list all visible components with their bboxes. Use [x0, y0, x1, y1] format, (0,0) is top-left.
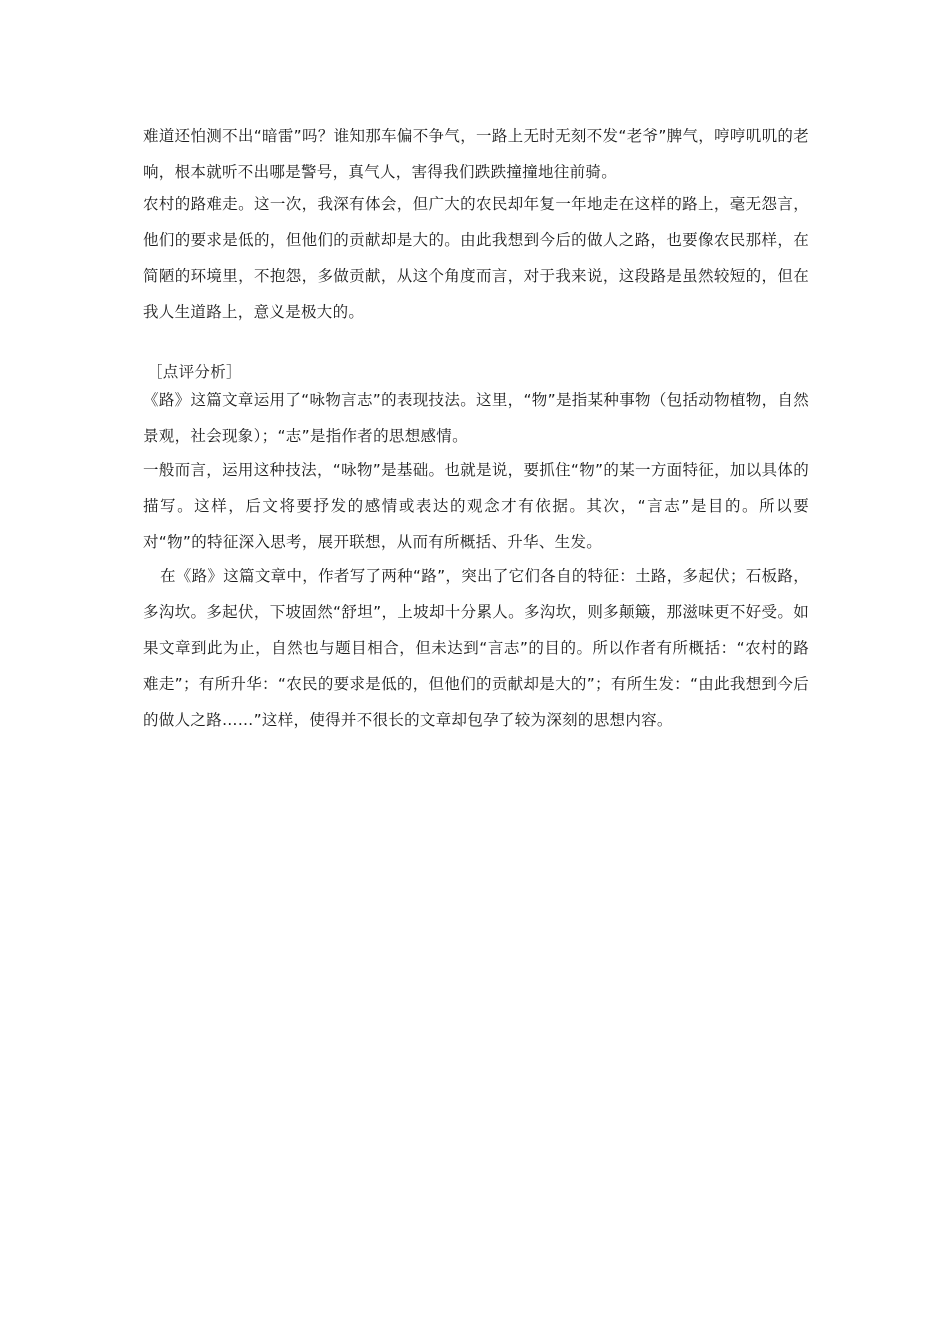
document-body — [143, 118, 809, 738]
analysis-heading: ［点评分析］ — [147, 363, 242, 381]
paragraph-analysis-basis: 一般而言，运用这种技法，“咏物”是基础。也就是说，要抓住“物”的某一方面特征，加以具体的描写。这样，后文将要抒发的感情或表达的观念才有依据。其次，“言志”是目的。所以要对“物”的特征深入思考，展开联想，从而有所概括、升华、生发。 — [143, 461, 809, 551]
paragraph-analysis-technique: 《路》这篇文章运用了“咏物言志”的表现技法。这里，“物”是指某种事物（包括动物植物，自然景观，社会现象）；“志”是指作者的思想感情。 — [143, 391, 809, 445]
paragraph-dark-thunder: 难道还怕测不出“暗雷”吗？谁知那车偏不争气，一路上无时无刻不发“老爷”脾气，哼哼叽叽的老响，根本就听不出哪是警号，真气人，害得我们跌跌撞撞地往前骑。 — [143, 127, 809, 181]
paragraph-rural-road: 农村的路难走。这一次，我深有体会，但广大的农民却年复一年地走在这样的路上，毫无怨言，他们的要求是低的，但他们的贡献却是大的。由此我想到今后的做人之路，也要像农民那样，在简陋的环境里，不抱怨，多做贡献，从这个角度而言，对于我来说，这段路是虽然较短的，但在我人生道路上，意义是极大的。 — [143, 195, 809, 321]
paragraph-analysis-roads: 在《路》这篇文章中，作者写了两种“路”，突出了它们各自的特征：土路，多起伏；石板路，多沟坎。多起伏，下坡固然“舒坦”，上坡却十分累人。多沟坎，则多颠簸，那滋味更不好受。如果文章到此为止，自然也与题目相合，但未达到“言志”的目的。所以作者有所概括：“农村的路难走”；有所升华：“农民的要求是低的，但他们的贡献却是大的”；有所生发：“由此我想到今后的做人之路……”这样，使得并不很长的文章却包孕了较为深刻的思想内容。 — [143, 567, 809, 729]
